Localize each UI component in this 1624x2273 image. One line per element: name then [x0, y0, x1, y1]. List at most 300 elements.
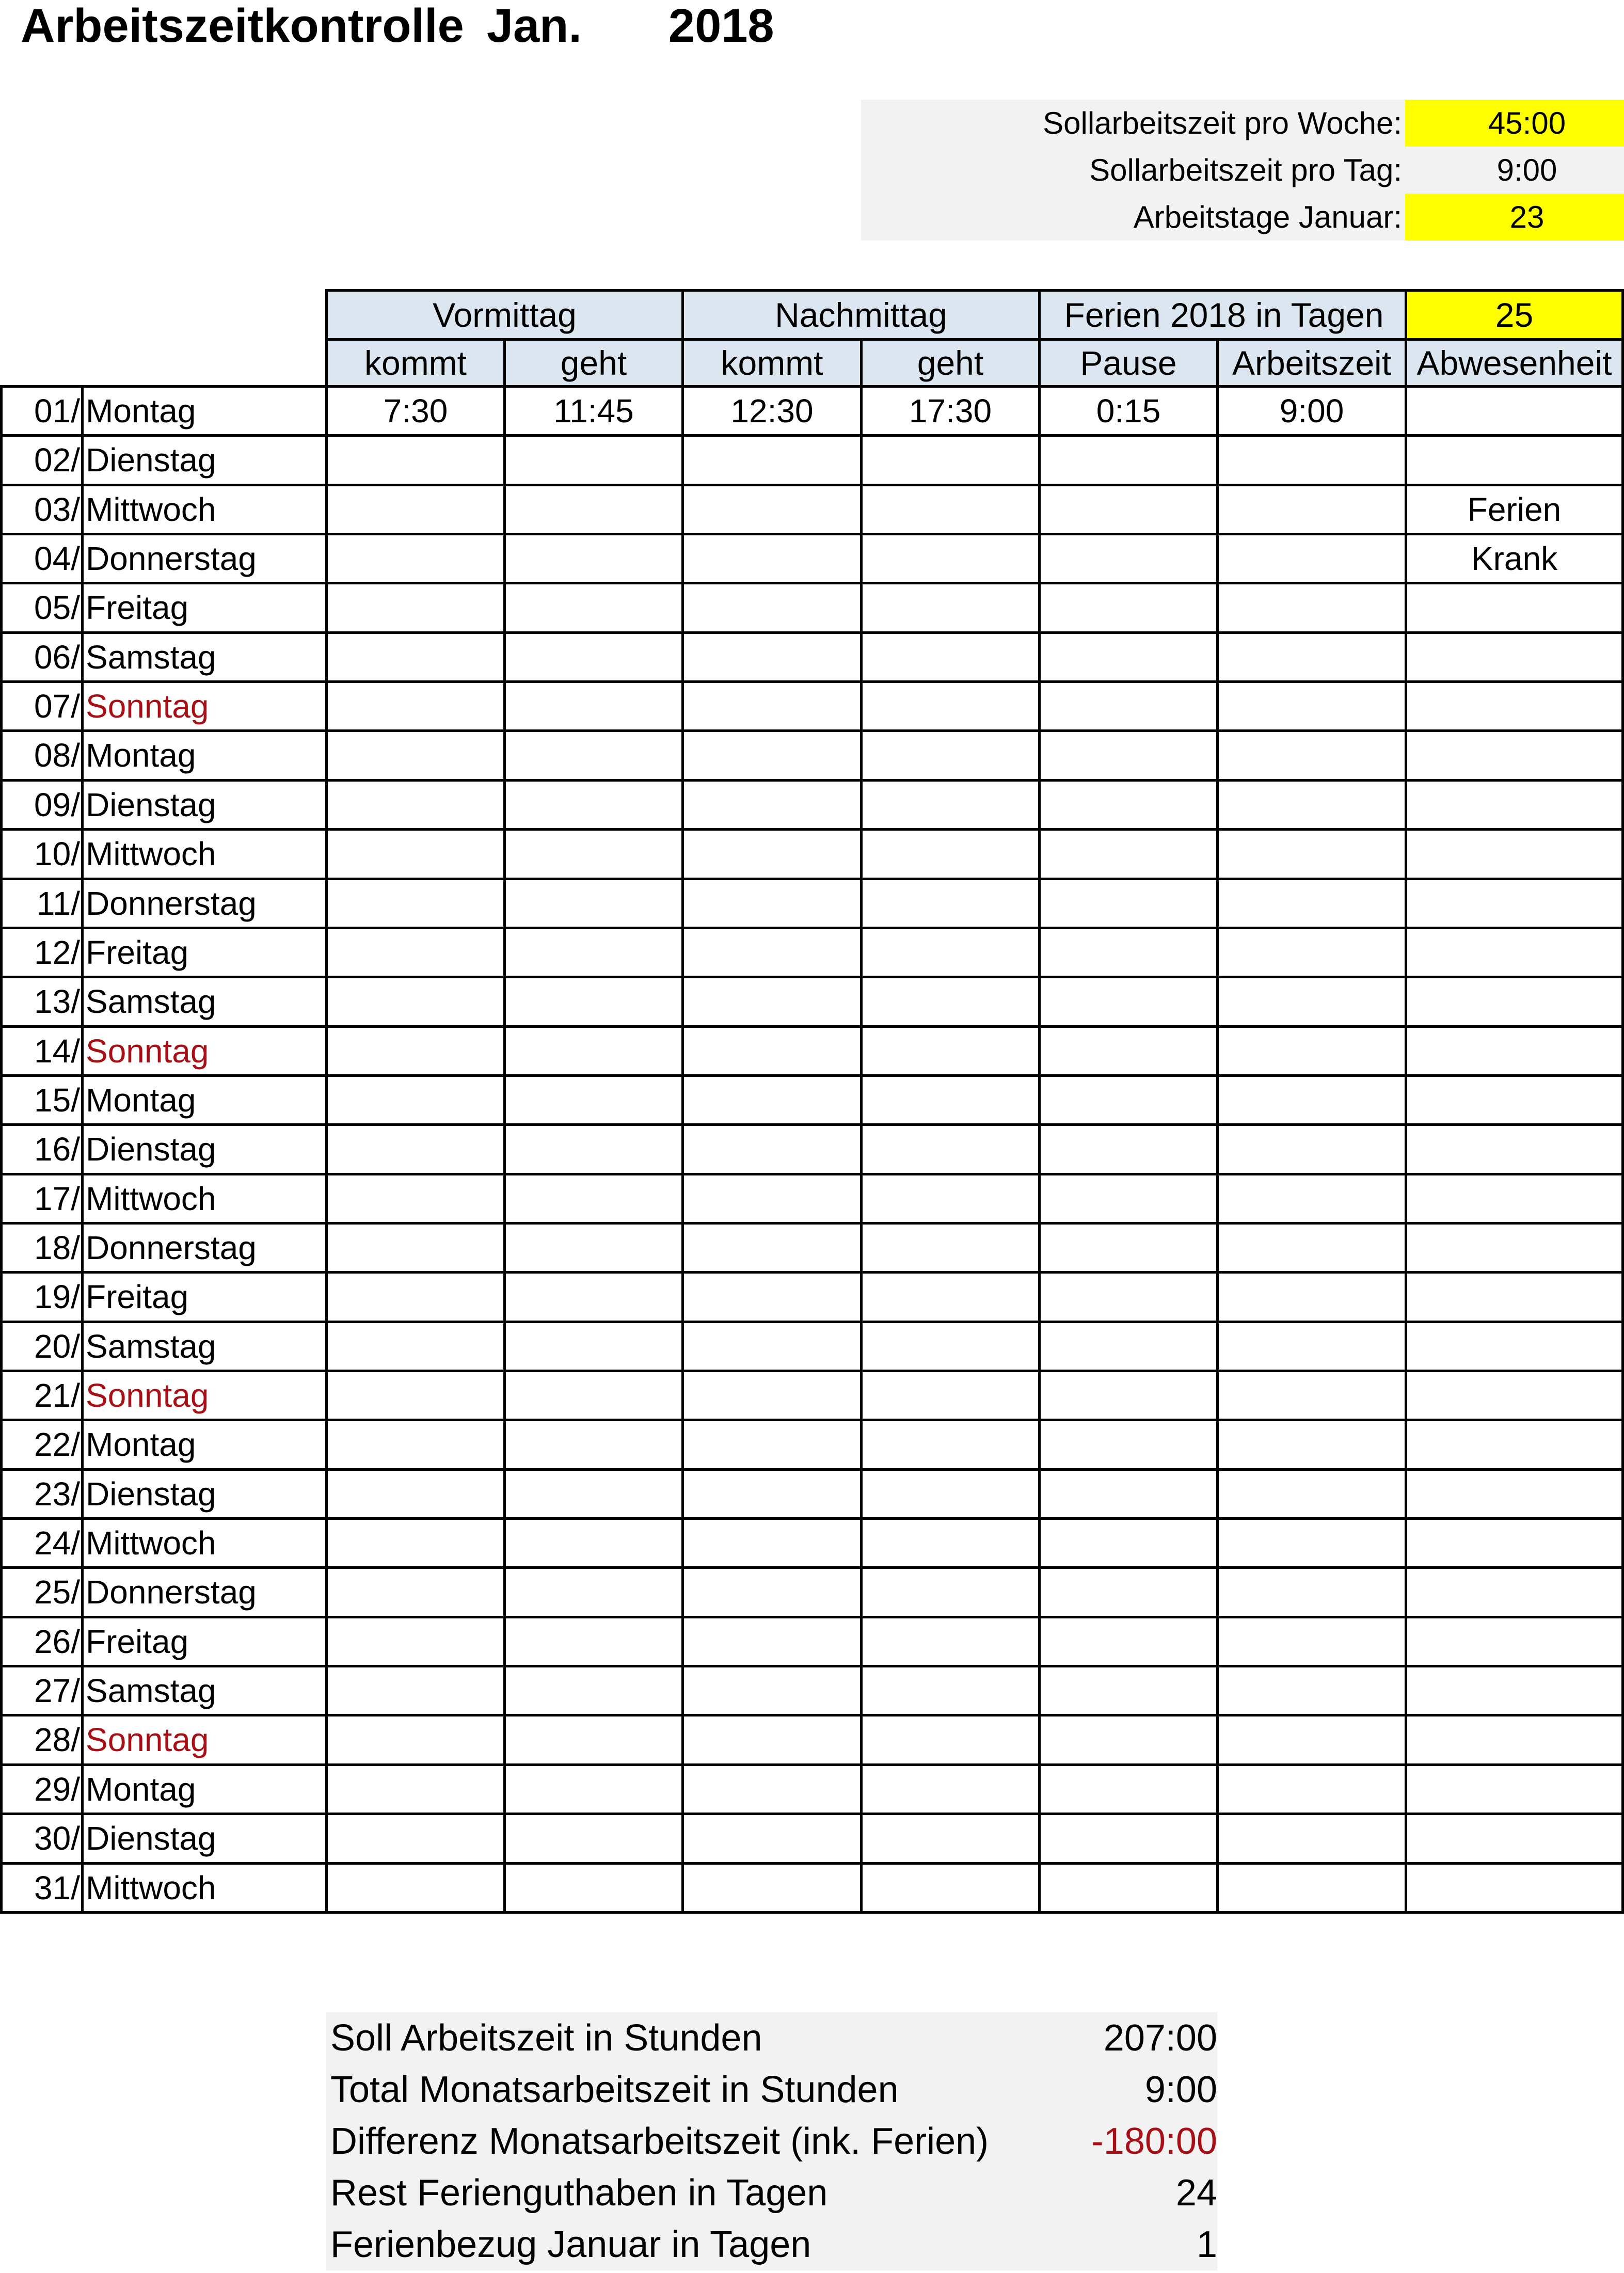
- day-name: Freitag: [81, 927, 328, 978]
- cell-geht-pm[interactable]: [860, 680, 1041, 732]
- day-name: Mittwoch: [81, 1517, 328, 1569]
- cell-pause[interactable]: [1038, 533, 1219, 584]
- cell-arbeitszeit: [1216, 1271, 1407, 1323]
- cell-kommt-am[interactable]: [325, 1123, 506, 1175]
- cell-kommt-am[interactable]: [325, 878, 506, 929]
- cell-arbeitszeit: [1216, 1074, 1407, 1126]
- day-name: Sonntag: [81, 1714, 328, 1766]
- cell-abwesenheit[interactable]: [1405, 1616, 1624, 1667]
- cell-pause[interactable]: [1038, 1862, 1219, 1914]
- cell-geht-pm[interactable]: [860, 484, 1041, 535]
- cell-geht-am[interactable]: [503, 1370, 684, 1421]
- header-arbeitszeit: Arbeitszeit: [1216, 338, 1407, 388]
- cell-geht-pm[interactable]: [860, 1468, 1041, 1520]
- cell-abwesenheit[interactable]: [1405, 385, 1624, 437]
- cell-kommt-am[interactable]: [325, 533, 506, 584]
- cell-geht-am[interactable]: [503, 434, 684, 486]
- setting-label: Sollarbeitszeit pro Tag:: [861, 147, 1405, 194]
- cell-geht-am[interactable]: [503, 1025, 684, 1077]
- cell-pause[interactable]: [1038, 680, 1219, 732]
- cell-abwesenheit[interactable]: [1405, 1370, 1624, 1421]
- cell-geht-am[interactable]: [503, 631, 684, 683]
- cell-kommt-pm[interactable]: [681, 1763, 863, 1815]
- cell-kommt-am[interactable]: [325, 582, 506, 634]
- cell-abwesenheit[interactable]: [1405, 631, 1624, 683]
- day-number: 31/: [0, 1862, 84, 1914]
- title-year: 2018: [668, 0, 774, 52]
- cell-geht-pm[interactable]: [860, 1665, 1041, 1716]
- header-kommt-pm: kommt: [681, 338, 863, 388]
- cell-arbeitszeit: [1216, 434, 1407, 486]
- summary-label: Ferienbezug Januar in Tagen: [330, 2224, 811, 2265]
- cell-geht-pm[interactable]: [860, 1074, 1041, 1126]
- cell-geht-pm[interactable]: 17:30: [860, 385, 1041, 437]
- cell-arbeitszeit: [1216, 1419, 1407, 1471]
- cell-arbeitszeit: [1216, 1665, 1407, 1716]
- cell-kommt-pm[interactable]: [681, 1566, 863, 1618]
- cell-kommt-pm[interactable]: [681, 1370, 863, 1421]
- cell-arbeitszeit: [1216, 1763, 1407, 1815]
- day-name: Samstag: [81, 1665, 328, 1716]
- cell-geht-am[interactable]: [503, 779, 684, 831]
- summary-label: Rest Ferienguthaben in Tagen: [330, 2172, 828, 2214]
- cell-kommt-am[interactable]: [325, 1566, 506, 1618]
- cell-kommt-am[interactable]: 7:30: [325, 385, 506, 437]
- cell-kommt-am[interactable]: [325, 484, 506, 535]
- cell-kommt-am[interactable]: [325, 1025, 506, 1077]
- cell-kommt-pm[interactable]: [681, 927, 863, 978]
- cell-kommt-am[interactable]: [325, 680, 506, 732]
- summary-block: [326, 2012, 1217, 2270]
- cell-geht-am[interactable]: [503, 828, 684, 880]
- cell-geht-pm[interactable]: [860, 779, 1041, 831]
- cell-kommt-am[interactable]: [325, 1468, 506, 1520]
- summary-row-differenz: [326, 2116, 1217, 2167]
- cell-kommt-am[interactable]: [325, 1714, 506, 1766]
- day-name: Mittwoch: [81, 1173, 328, 1225]
- cell-abwesenheit[interactable]: [1405, 1714, 1624, 1766]
- cell-geht-pm[interactable]: [860, 1813, 1041, 1865]
- cell-pause[interactable]: [1038, 1517, 1219, 1569]
- day-name: Samstag: [81, 631, 328, 683]
- day-name: Donnerstag: [81, 533, 328, 584]
- cell-arbeitszeit: [1216, 878, 1407, 929]
- summary-row-rest: [326, 2167, 1217, 2219]
- cell-geht-am[interactable]: [503, 484, 684, 535]
- cell-kommt-am[interactable]: [325, 1616, 506, 1667]
- cell-kommt-pm[interactable]: [681, 729, 863, 782]
- header-vormittag: Vormittag: [325, 289, 684, 341]
- cell-pause[interactable]: [1038, 1321, 1219, 1372]
- day-number: 22/: [0, 1419, 84, 1471]
- cell-pause[interactable]: [1038, 582, 1219, 634]
- cell-geht-am[interactable]: [503, 1222, 684, 1274]
- day-name: Sonntag: [81, 680, 328, 732]
- cell-kommt-pm[interactable]: [681, 680, 863, 732]
- cell-kommt-pm[interactable]: [681, 533, 863, 584]
- cell-geht-am[interactable]: [503, 1419, 684, 1471]
- day-number: 13/: [0, 976, 84, 1028]
- cell-abwesenheit[interactable]: Krank: [1405, 533, 1624, 584]
- setting-label: Sollarbeitszeit pro Woche:: [861, 100, 1405, 147]
- setting-value-week[interactable]: 45:00: [1405, 100, 1624, 147]
- cell-geht-pm[interactable]: [860, 1370, 1041, 1421]
- header-geht-am: geht: [503, 338, 684, 388]
- cell-pause[interactable]: [1038, 1370, 1219, 1421]
- cell-kommt-pm[interactable]: [681, 976, 863, 1028]
- summary-label: Soll Arbeitszeit in Stunden: [330, 2017, 762, 2059]
- cell-geht-am[interactable]: [503, 927, 684, 978]
- cell-arbeitszeit: [1216, 1566, 1407, 1618]
- cell-kommt-am[interactable]: [325, 1074, 506, 1126]
- cell-geht-pm[interactable]: [860, 434, 1041, 486]
- cell-kommt-am[interactable]: [325, 1665, 506, 1716]
- cell-geht-pm[interactable]: [860, 1419, 1041, 1471]
- cell-arbeitszeit: [1216, 927, 1407, 978]
- setting-label: Arbeitstage Januar:: [861, 194, 1405, 241]
- cell-geht-pm[interactable]: [860, 1321, 1041, 1372]
- cell-pause[interactable]: [1038, 828, 1219, 880]
- cell-kommt-pm[interactable]: [681, 1714, 863, 1766]
- cell-geht-pm[interactable]: [860, 927, 1041, 978]
- day-number: 29/: [0, 1763, 84, 1815]
- day-number: 11/: [0, 878, 84, 929]
- cell-pause[interactable]: [1038, 1763, 1219, 1815]
- cell-pause[interactable]: [1038, 1271, 1219, 1323]
- cell-abwesenheit[interactable]: [1405, 976, 1624, 1028]
- cell-pause[interactable]: [1038, 1123, 1219, 1175]
- day-name: Samstag: [81, 976, 328, 1028]
- cell-geht-pm[interactable]: [860, 1222, 1041, 1274]
- header-kommt-am: kommt: [325, 338, 506, 388]
- cell-arbeitszeit: [1216, 729, 1407, 782]
- day-number: 10/: [0, 828, 84, 880]
- cell-pause[interactable]: [1038, 434, 1219, 486]
- cell-abwesenheit[interactable]: [1405, 779, 1624, 831]
- day-number: 06/: [0, 631, 84, 683]
- cell-geht-am[interactable]: [503, 1862, 684, 1914]
- cell-kommt-pm[interactable]: 12:30: [681, 385, 863, 437]
- cell-kommt-pm[interactable]: [681, 878, 863, 929]
- cell-arbeitszeit: [1216, 1862, 1407, 1914]
- cell-pause[interactable]: [1038, 1714, 1219, 1766]
- day-name: Mittwoch: [81, 1862, 328, 1914]
- cell-pause[interactable]: [1038, 1616, 1219, 1667]
- cell-kommt-pm[interactable]: [681, 1468, 863, 1520]
- day-name: Sonntag: [81, 1025, 328, 1077]
- day-number: 27/: [0, 1665, 84, 1716]
- cell-abwesenheit[interactable]: [1405, 1468, 1624, 1520]
- cell-abwesenheit[interactable]: [1405, 1813, 1624, 1865]
- day-name: Montag: [81, 1763, 328, 1815]
- summary-value-differenz: -180:00: [1091, 2121, 1217, 2162]
- cell-kommt-am[interactable]: [325, 1517, 506, 1569]
- cell-kommt-am[interactable]: [325, 1173, 506, 1225]
- cell-abwesenheit[interactable]: [1405, 582, 1624, 634]
- cell-geht-am[interactable]: [503, 1123, 684, 1175]
- cell-kommt-am[interactable]: [325, 976, 506, 1028]
- day-number: 21/: [0, 1370, 84, 1421]
- setting-value-workdays[interactable]: 23: [1405, 194, 1624, 241]
- day-number: 23/: [0, 1468, 84, 1520]
- cell-arbeitszeit: [1216, 1025, 1407, 1077]
- cell-abwesenheit[interactable]: [1405, 1271, 1624, 1323]
- cell-pause[interactable]: [1038, 484, 1219, 535]
- day-number: 02/: [0, 434, 84, 486]
- cell-geht-am[interactable]: [503, 1714, 684, 1766]
- cell-geht-am[interactable]: 11:45: [503, 385, 684, 437]
- cell-kommt-pm[interactable]: [681, 1123, 863, 1175]
- cell-kommt-pm[interactable]: [681, 1074, 863, 1126]
- cell-abwesenheit[interactable]: [1405, 1517, 1624, 1569]
- cell-kommt-pm[interactable]: [681, 484, 863, 535]
- cell-arbeitszeit: [1216, 582, 1407, 634]
- cell-abwesenheit[interactable]: [1405, 1222, 1624, 1274]
- day-name: Dienstag: [81, 1468, 328, 1520]
- cell-arbeitszeit: 9:00: [1216, 385, 1407, 437]
- day-name: Donnerstag: [81, 1222, 328, 1274]
- cell-kommt-pm[interactable]: [681, 1616, 863, 1667]
- cell-kommt-pm[interactable]: [681, 1173, 863, 1225]
- cell-arbeitszeit: [1216, 828, 1407, 880]
- day-name: Dienstag: [81, 1813, 328, 1865]
- cell-geht-pm[interactable]: [860, 1173, 1041, 1225]
- cell-abwesenheit[interactable]: [1405, 1074, 1624, 1126]
- cell-geht-am[interactable]: [503, 976, 684, 1028]
- cell-pause[interactable]: [1038, 927, 1219, 978]
- cell-abwesenheit[interactable]: [1405, 1566, 1624, 1618]
- cell-kommt-am[interactable]: [325, 1321, 506, 1372]
- summary-value-ferienbezug: 1: [1196, 2224, 1217, 2265]
- cell-geht-am[interactable]: [503, 878, 684, 929]
- summary-row-total: [326, 2064, 1217, 2116]
- cell-arbeitszeit: [1216, 1714, 1407, 1766]
- cell-abwesenheit[interactable]: [1405, 680, 1624, 732]
- cell-geht-pm[interactable]: [860, 1025, 1041, 1077]
- cell-kommt-am[interactable]: [325, 1813, 506, 1865]
- summary-row-soll: [326, 2012, 1217, 2064]
- cell-geht-pm[interactable]: [860, 1714, 1041, 1766]
- cell-arbeitszeit: [1216, 1517, 1407, 1569]
- cell-kommt-pm[interactable]: [681, 779, 863, 831]
- day-number: 16/: [0, 1123, 84, 1175]
- cell-pause[interactable]: [1038, 779, 1219, 831]
- day-name: Donnerstag: [81, 878, 328, 929]
- cell-geht-pm[interactable]: [860, 1271, 1041, 1323]
- cell-geht-am[interactable]: [503, 1173, 684, 1225]
- cell-abwesenheit[interactable]: [1405, 927, 1624, 978]
- cell-pause[interactable]: [1038, 1419, 1219, 1471]
- cell-kommt-am[interactable]: [325, 434, 506, 486]
- day-number: 30/: [0, 1813, 84, 1865]
- cell-arbeitszeit: [1216, 1370, 1407, 1421]
- cell-kommt-am[interactable]: [325, 828, 506, 880]
- cell-arbeitszeit: [1216, 779, 1407, 831]
- cell-abwesenheit[interactable]: [1405, 1025, 1624, 1077]
- cell-geht-pm[interactable]: [860, 1763, 1041, 1815]
- day-name: Dienstag: [81, 779, 328, 831]
- cell-arbeitszeit: [1216, 1321, 1407, 1372]
- title-month: Jan.: [486, 0, 582, 52]
- day-name: Mittwoch: [81, 484, 328, 535]
- cell-kommt-am[interactable]: [325, 1271, 506, 1323]
- cell-abwesenheit[interactable]: [1405, 1419, 1624, 1471]
- cell-geht-pm[interactable]: [860, 582, 1041, 634]
- cell-abwesenheit[interactable]: [1405, 434, 1624, 486]
- summary-row-ferienbezug: [326, 2219, 1217, 2270]
- cell-pause[interactable]: [1038, 878, 1219, 929]
- cell-geht-am[interactable]: [503, 680, 684, 732]
- cell-pause[interactable]: [1038, 1173, 1219, 1225]
- cell-arbeitszeit: [1216, 1173, 1407, 1225]
- header-pause: Pause: [1038, 338, 1219, 388]
- day-number: 20/: [0, 1321, 84, 1372]
- cell-kommt-pm[interactable]: [681, 582, 863, 634]
- cell-arbeitszeit: [1216, 533, 1407, 584]
- cell-pause[interactable]: [1038, 729, 1219, 782]
- summary-label: Total Monatsarbeitszeit in Stunden: [330, 2069, 899, 2110]
- cell-arbeitszeit: [1216, 1123, 1407, 1175]
- day-number: 04/: [0, 533, 84, 584]
- cell-pause[interactable]: [1038, 1025, 1219, 1077]
- cell-geht-am[interactable]: [503, 1665, 684, 1716]
- cell-pause[interactable]: [1038, 1468, 1219, 1520]
- cell-geht-am[interactable]: [503, 1616, 684, 1667]
- cell-abwesenheit[interactable]: [1405, 1862, 1624, 1914]
- cell-geht-pm[interactable]: [860, 1123, 1041, 1175]
- cell-pause[interactable]: [1038, 631, 1219, 683]
- cell-kommt-pm[interactable]: [681, 1665, 863, 1716]
- day-name: Freitag: [81, 1271, 328, 1323]
- cell-kommt-pm[interactable]: [681, 1321, 863, 1372]
- cell-geht-pm[interactable]: [860, 1566, 1041, 1618]
- cell-abwesenheit[interactable]: [1405, 828, 1624, 880]
- cell-kommt-pm[interactable]: [681, 434, 863, 486]
- day-name: Mittwoch: [81, 828, 328, 880]
- cell-abwesenheit[interactable]: [1405, 1763, 1624, 1815]
- cell-geht-am[interactable]: [503, 1566, 684, 1618]
- cell-kommt-pm[interactable]: [681, 1862, 863, 1914]
- cell-arbeitszeit: [1216, 1616, 1407, 1667]
- day-number: 24/: [0, 1517, 84, 1569]
- cell-pause[interactable]: [1038, 1566, 1219, 1618]
- cell-geht-am[interactable]: [503, 1517, 684, 1569]
- cell-geht-pm[interactable]: [860, 976, 1041, 1028]
- day-name: Montag: [81, 1074, 328, 1126]
- cell-kommt-am[interactable]: [325, 1419, 506, 1471]
- cell-arbeitszeit: [1216, 631, 1407, 683]
- cell-kommt-pm[interactable]: [681, 1222, 863, 1274]
- cell-geht-am[interactable]: [503, 1763, 684, 1815]
- day-name: Donnerstag: [81, 1566, 328, 1618]
- cell-abwesenheit[interactable]: Ferien: [1405, 484, 1624, 535]
- header-ferien-label: Ferien 2018 in Tagen: [1038, 289, 1407, 341]
- cell-geht-pm[interactable]: [860, 878, 1041, 929]
- day-name: Montag: [81, 1419, 328, 1471]
- cell-abwesenheit[interactable]: [1405, 1665, 1624, 1716]
- day-name: Montag: [81, 385, 328, 437]
- day-number: 03/: [0, 484, 84, 535]
- day-name: Montag: [81, 729, 328, 782]
- cell-geht-pm[interactable]: [860, 1862, 1041, 1914]
- cell-geht-pm[interactable]: [860, 631, 1041, 683]
- cell-kommt-pm[interactable]: [681, 1025, 863, 1077]
- cell-kommt-pm[interactable]: [681, 631, 863, 683]
- day-number: 05/: [0, 582, 84, 634]
- cell-geht-pm[interactable]: [860, 828, 1041, 880]
- cell-geht-am[interactable]: [503, 582, 684, 634]
- cell-abwesenheit[interactable]: [1405, 1321, 1624, 1372]
- cell-kommt-am[interactable]: [325, 1763, 506, 1815]
- cell-arbeitszeit: [1216, 484, 1407, 535]
- cell-kommt-pm[interactable]: [681, 1813, 863, 1865]
- day-number: 26/: [0, 1616, 84, 1667]
- cell-abwesenheit[interactable]: [1405, 1123, 1624, 1175]
- cell-kommt-am[interactable]: [325, 1370, 506, 1421]
- cell-abwesenheit[interactable]: [1405, 878, 1624, 929]
- cell-geht-pm[interactable]: [860, 1616, 1041, 1667]
- cell-kommt-am[interactable]: [325, 631, 506, 683]
- cell-arbeitszeit: [1216, 1468, 1407, 1520]
- cell-geht-am[interactable]: [503, 1271, 684, 1323]
- summary-value-total: 9:00: [1144, 2069, 1217, 2110]
- cell-geht-am[interactable]: [503, 1074, 684, 1126]
- day-name: Dienstag: [81, 434, 328, 486]
- cell-arbeitszeit: [1216, 976, 1407, 1028]
- cell-geht-pm[interactable]: [860, 729, 1041, 782]
- cell-pause[interactable]: [1038, 1074, 1219, 1126]
- header-nachmittag: Nachmittag: [681, 289, 1041, 341]
- cell-pause[interactable]: [1038, 1665, 1219, 1716]
- day-name: Freitag: [81, 1616, 328, 1667]
- cell-kommt-pm[interactable]: [681, 1419, 863, 1471]
- cell-kommt-pm[interactable]: [681, 1517, 863, 1569]
- day-name: Sonntag: [81, 1370, 328, 1421]
- cell-kommt-am[interactable]: [325, 779, 506, 831]
- header-abwesenheit: Abwesenheit: [1405, 338, 1624, 388]
- day-number: 25/: [0, 1566, 84, 1618]
- day-number: 15/: [0, 1074, 84, 1126]
- cell-geht-am[interactable]: [503, 1813, 684, 1865]
- summary-value-rest: 24: [1175, 2172, 1217, 2214]
- day-number: 17/: [0, 1173, 84, 1225]
- cell-geht-pm[interactable]: [860, 1517, 1041, 1569]
- cell-geht-am[interactable]: [503, 729, 684, 782]
- summary-value-soll: 207:00: [1103, 2017, 1217, 2059]
- cell-geht-pm[interactable]: [860, 533, 1041, 584]
- cell-pause[interactable]: [1038, 1813, 1219, 1865]
- setting-value-day[interactable]: 9:00: [1405, 147, 1624, 194]
- cell-geht-am[interactable]: [503, 1468, 684, 1520]
- cell-kommt-pm[interactable]: [681, 1271, 863, 1323]
- cell-kommt-am[interactable]: [325, 1862, 506, 1914]
- cell-pause[interactable]: [1038, 976, 1219, 1028]
- cell-abwesenheit[interactable]: [1405, 1173, 1624, 1225]
- day-number: 01/: [0, 385, 84, 437]
- cell-geht-am[interactable]: [503, 533, 684, 584]
- cell-kommt-am[interactable]: [325, 729, 506, 782]
- cell-kommt-pm[interactable]: [681, 828, 863, 880]
- cell-arbeitszeit: [1216, 1222, 1407, 1274]
- cell-pause[interactable]: [1038, 1222, 1219, 1274]
- cell-geht-am[interactable]: [503, 1321, 684, 1372]
- day-number: 19/: [0, 1271, 84, 1323]
- header-ferien-value[interactable]: 25: [1405, 289, 1624, 341]
- cell-kommt-am[interactable]: [325, 1222, 506, 1274]
- cell-kommt-am[interactable]: [325, 927, 506, 978]
- cell-abwesenheit[interactable]: [1405, 729, 1624, 782]
- cell-pause[interactable]: 0:15: [1038, 385, 1219, 437]
